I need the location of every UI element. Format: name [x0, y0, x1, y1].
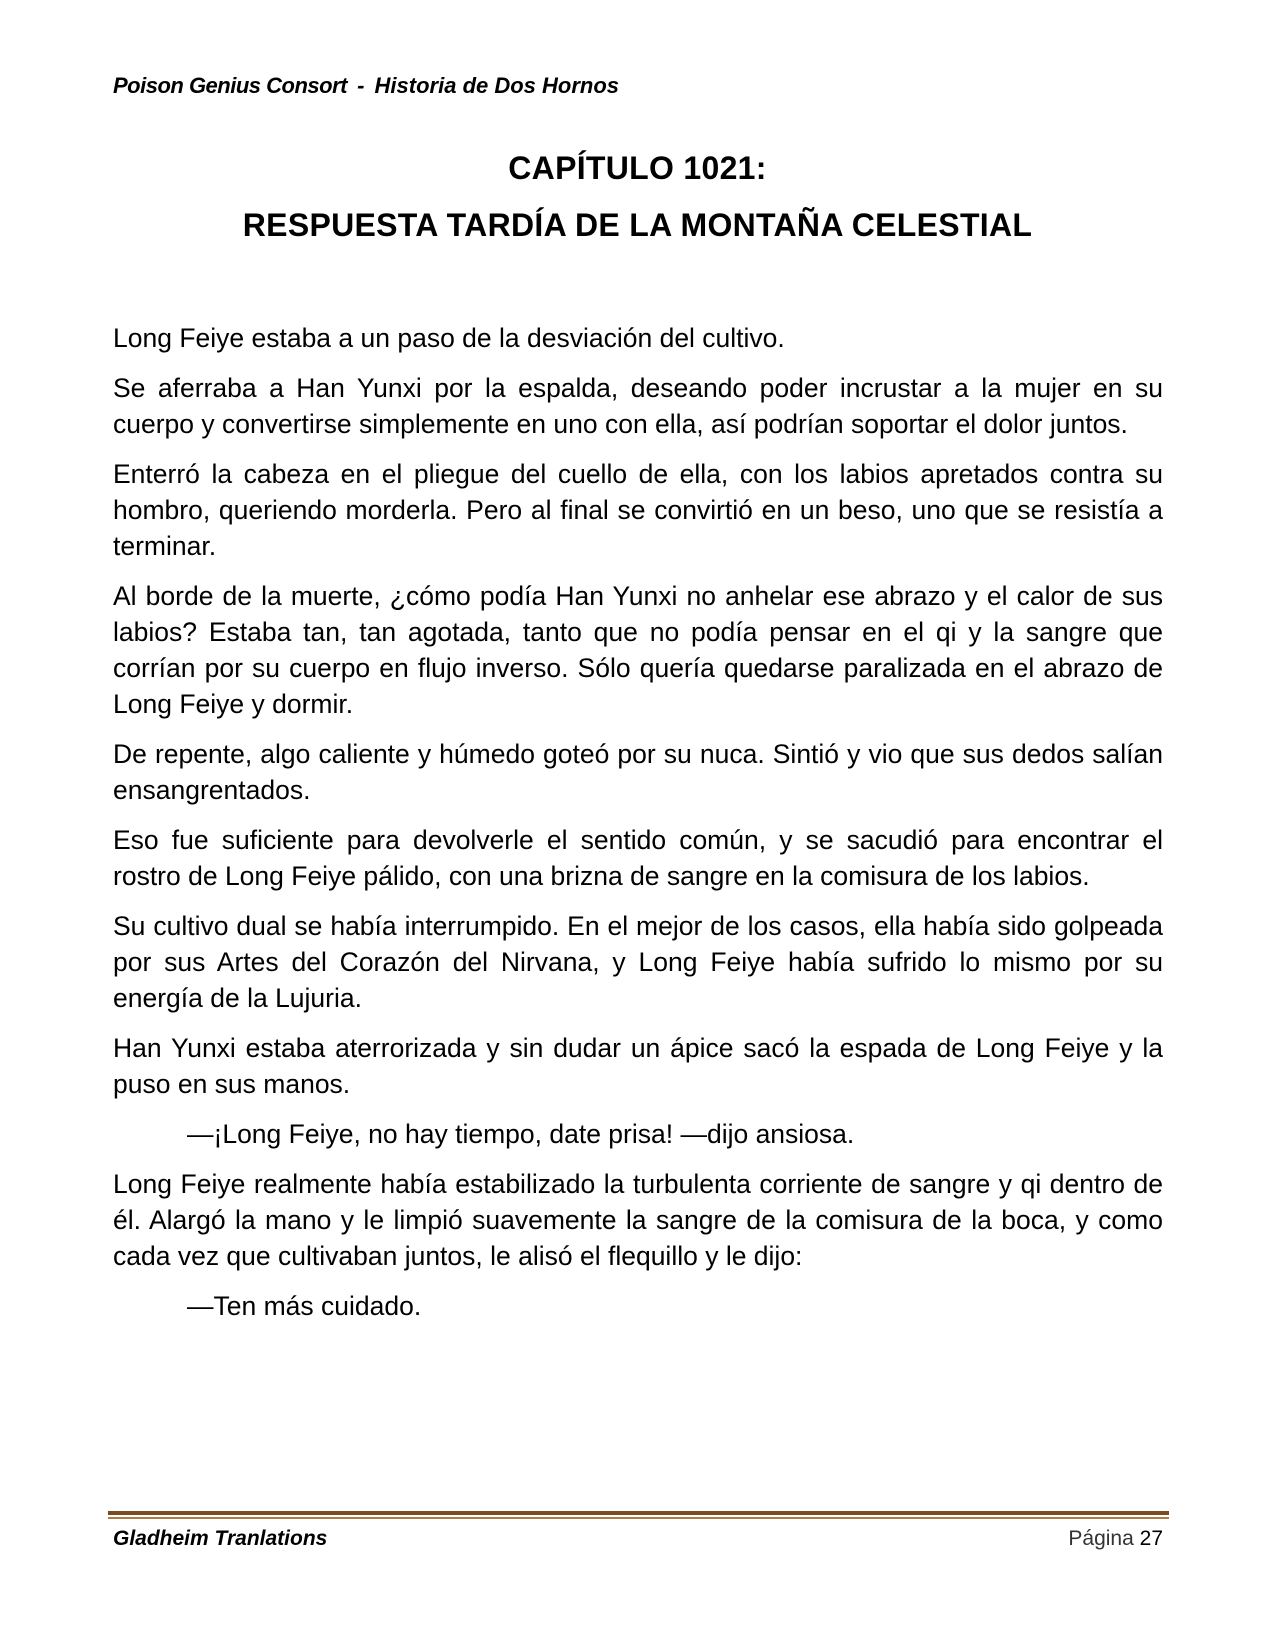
- paragraph: Long Feiye estaba a un paso de la desviación del cultivo.: [113, 323, 785, 353]
- publisher-name: Gladheim Tranlations: [113, 1527, 328, 1550]
- paragraph: Han Yunxi estaba aterrorizada y sin dudar un ápice sacó la espada de Long Feiye y la puso en sus manos.: [113, 1033, 1163, 1099]
- page-label: Página: [1068, 1527, 1134, 1550]
- paragraph: Su cultivo dual se había interrumpido. En el mejor de los casos, ella había sido golpeada por sus Artes del Corazón del Nirvana, y Long Feiye había sufrido lo mismo por su energía de la Lujuria.: [113, 911, 1163, 1013]
- paragraph: Eso fue suficiente para devolverle el sentido común, y se sacudió para encontrar el rostro de Long Feiye pálido, con una brizna de sangre en la comisura de los labios.: [113, 825, 1163, 891]
- chapter-body: [113, 320, 1163, 1338]
- paragraph: Long Feiye realmente había estabilizado la turbulenta corriente de sangre y qi dentro de él. Alargó la mano y le limpió suavemente la sangre de la comisura de la boca, y como cada vez que cultivaban juntos, le alisó el flequillo y le dijo:: [113, 1169, 1163, 1271]
- chapter-number: CAPÍTULO 1021:: [508, 150, 767, 186]
- series-title: Poison Genius Consort: [113, 73, 347, 98]
- paragraph: Al borde de la muerte, ¿cómo podía Han Yunxi no anhelar ese abrazo y el calor de sus labios? Estaba tan, tan agotada, tanto que no podía pensar en el qi y la sangre que corrían por su cuerpo en flujo inverso. Sólo quería quedarse paralizada en el abrazo de Long Feiye y dormir.: [113, 581, 1163, 719]
- footer-divider: [108, 1511, 1169, 1519]
- dialogue-paragraph: —Ten más cuidado.: [187, 1291, 422, 1321]
- dialogue-paragraph: —¡Long Feiye, no hay tiempo, date prisa! —dijo ansiosa.: [187, 1119, 855, 1149]
- chapter-title: RESPUESTA TARDÍA DE LA MONTAÑA CELESTIAL: [242, 207, 1033, 243]
- page-number: 27: [1139, 1527, 1163, 1550]
- divider-thin-line: [108, 1517, 1169, 1519]
- paragraph: Enterró la cabeza en el pliegue del cuello de ella, con los labios apretados contra su hombro, queriendo morderla. Pero al final se convirtió en un beso, uno que se resistía a terminar.: [113, 459, 1163, 561]
- paragraph: Se aferraba a Han Yunxi por la espalda, deseando poder incrustar a la mujer en su cuerpo y convertirse simplemente en uno con ella, así podrían soportar el dolor juntos.: [113, 373, 1163, 439]
- running-header: [113, 73, 619, 99]
- paragraph: De repente, algo caliente y húmedo goteó por su nuca. Sintió y vio que sus dedos salían ensangrentados.: [113, 739, 1163, 805]
- book-title: Historia de Dos Hornos: [374, 73, 620, 98]
- page-indicator: [1068, 1527, 1163, 1551]
- header-separator: -: [357, 73, 365, 98]
